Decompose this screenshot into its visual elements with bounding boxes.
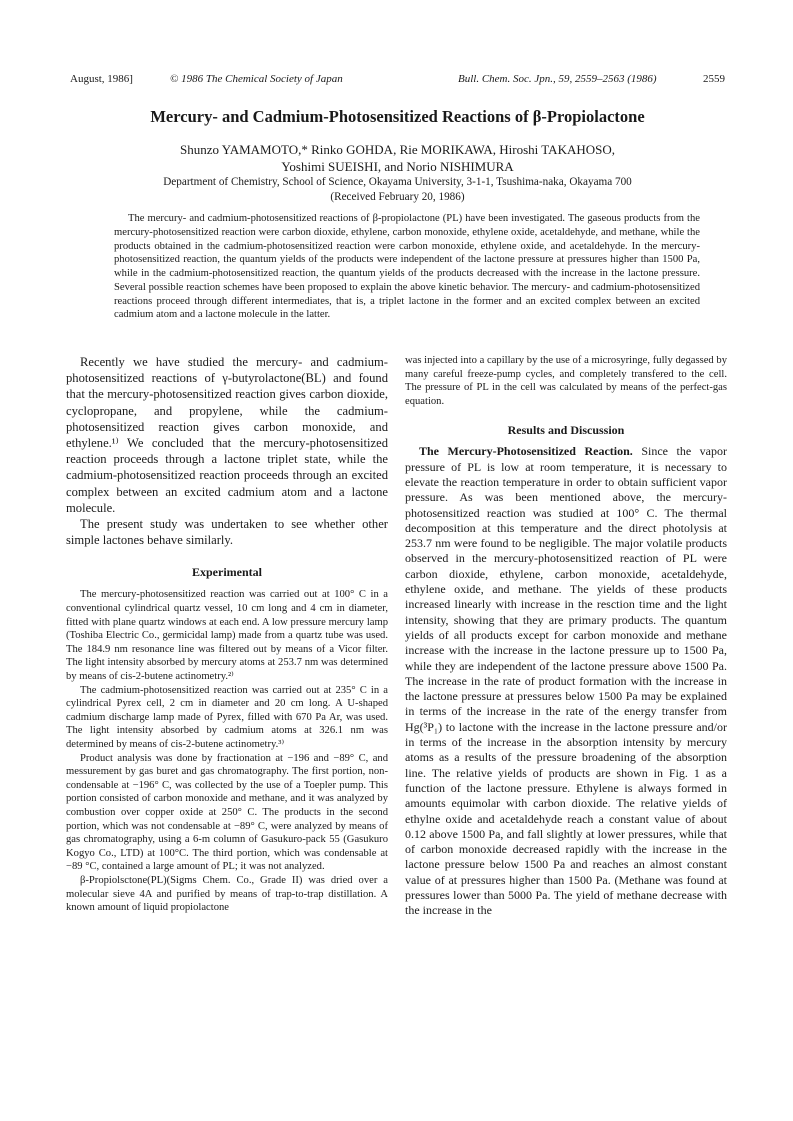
experimental-paragraph: The cadmium-photosensitized reaction was carried out at 235° C in a cylindrical Pyrex cell, 2 cm in diameter and 20 cm long. A U-shaped cadmium discharge lamp made of Pyrex, filled with 670 Pa Ar, was used. The light intensity absorbed by cadmium atoms at 326.1 nm was determined by means of cis-2-butene actinometry.³⁾ bbox=[66, 684, 388, 750]
intro-paragraph: Recently we have studied the mercury- and cadmium-photosensitized reactions of γ-butyrolactone(BL) and found that the mercury-photosensitized reaction gives carbon dioxide, cyclopropane, and propylene, while the cadmium-photosensitized reaction gives carbon monoxide, and ethylene.¹⁾ We concluded that the mercury-photosensitized reaction proceeds through a lactone triplet state, while the cadmium-photosensitized reaction proceeds through an excited complex between an excited cadmium atom and a lactone molecule. bbox=[66, 355, 388, 515]
results-text: Since the vapor pressure of PL is low at room temperature, it is necessary to elevate the reaction temperature in order to obtain sufficient vapor pressure. As was been mentioned above, the mercury-photosensitized reaction was studied at 100° C. The thermal decomposition at this temperature and the direct photolysis at 253.7 nm were found to be negligible. The major volatile products observed in the mercury-photosensitized reaction of PL were carbon dioxide, ethylene, carbon monoxide, acetaldehyde, ethylene oxide, and methane. The yields of these products increased linearly with increase in the resction time and the light intensity, showing that they are primary products. The quantum yields of all products except for carbon monoxide and methane increase with the increase in the lactone pressure up to 1500 Pa, while they are independent of the lactone pressure above 1500 Pa. The increase in the rate of product formation with the increase in the lactone pressure at pressures below 1500 Pa may be explained in terms of the increase in the rate of the energy transfer from Hg(³P₁) to lactone with the increase in the lactone pressure and/or in terms of the increase in the absorption intensity by mercury atoms as a results of the pressure broadening of the absorption line. The relative yields of products are shown in Fig. 1 as a function of the lactone pressure. Ethylene is always formed in amounts equimolar with carbon dioxide. The relative yields of ethylne oxide and acetaldehyde reach a constant value of about 0.12 above 1500 Pa, and fall slightly at lower pressures, while that of carbon monoxide decreased rapidly with the increase in the lactone pressure below 1500 Pa and reaches an almost constant value of at pressures higher than 1500 Pa. (Methane was found at pressures lower than 5000 Pa. The yield of methane decrease with the increase in the bbox=[405, 444, 727, 918]
results-paragraph bbox=[405, 444, 727, 918]
continued-paragraph: was injected into a capillary by the use of a microsyringe, fully degassed by many careful freeze-pump cycles, and completely transfered to the cell. The pressure of PL in the cell was calculated by means of the perfect-gas equation. bbox=[405, 355, 727, 407]
experimental-paragraph: The mercury-photosensitized reaction was carried out at 100° C in a conventional cylindrical quartz vessel, 10 cm long and 4 cm in diameter, fitted with plane quartz windows at each end. A low pressure mercury lamp (Toshiba Electric Co., germicidal lamp) made from a quartz tube was used. The 184.9 nm resonance line was filtered out by means of a Vicor filter. The light intensity absorbed by mercury atoms at 253.7 nm was determined by means of cis-2-butene actinometry.²⁾ bbox=[66, 589, 388, 682]
journal-citation: Bull. Chem. Soc. Jpn., 59, 2559–2563 (1986) bbox=[458, 73, 657, 85]
subsection-title: The Mercury-Photosensitized Reaction. bbox=[419, 444, 633, 459]
article-title: Mercury- and Cadmium-Photosensitized Reactions of β-Propiolactone bbox=[150, 107, 645, 126]
section-heading-results: Results and Discussion bbox=[507, 423, 625, 438]
authors-line-2: Yoshimi SUEISHI, and Norio NISHIMURA bbox=[281, 159, 514, 174]
left-column bbox=[66, 354, 388, 915]
author-list bbox=[100, 141, 695, 175]
experimental-paragraph: β-Propiolsctone(PL)(Sigms Chem. Co., Grade II) was dried over a molecular sieve 4A and purified by means of trap-to-trap distillation. A known amount of liquid propiolactone bbox=[66, 874, 388, 914]
page-number: 2559 bbox=[703, 73, 725, 85]
running-header bbox=[70, 71, 725, 87]
abstract: The mercury- and cadmium-photosensitized reactions of β-propiolactone (PL) have been investigated. The gaseous products from the mercury-photosensitized reaction were carbon dioxide, ethylene, carbon monoxide, ethylene oxide, acetaldehyde, and methane, while the products obtained in the cadmium-photosensitized reaction were carbon monoxide, ethylene oxide, and acetaldehyde. In the mercury-photosensitized reaction, the quantum yields of the products were independent of the lactone pressure at pressures higher than 1500 Pa, while in the cadmium-photosensitized reaction, the quantum yields of the products decreased with the increase in the lactone pressure. Several possible reaction schemes have been proposed to explain the above kinetic behavior. The mercury- and cadmium-photosensitized reactions proceed through different intermediates, that is, a triplet lactone in the former and an excited complex between an excited cadmium atom and a lactone molecule in the latter. bbox=[114, 213, 700, 321]
affiliation: Department of Chemistry, School of Science, Okayama University, 3-1-1, Tsushima-naka, Okayama 700 bbox=[163, 176, 632, 188]
copyright-notice: © 1986 The Chemical Society of Japan bbox=[170, 73, 343, 85]
section-heading-experimental: Experimental bbox=[192, 565, 262, 580]
intro-paragraph: The present study was undertaken to see whether other simple lactones behave similarly. bbox=[66, 517, 388, 548]
right-column bbox=[405, 354, 727, 919]
experimental-paragraph: Product analysis was done by fractionation at −196 and −89° C, and messurement by gas buret and gas chromatography. The first portion, non-condensable at −196° C, was collected by the use of a Toepler pump. This portion consisted of carbon monoxide and methane, and it was analyzed by combustion over copper oxide at 250° C. The products in the second portion, which was not condensable at −89° C, were analyzed by means of gas chromatography, using a 6-m column of Gasukuro-pack 55 (Gasukuro Kogyo Co., LTD) at 100°C. The third portion, which was condensable at −89 °C, contained a large amount of PL; it was not analyzed. bbox=[66, 752, 388, 873]
issue-date: August, 1986] bbox=[70, 73, 133, 85]
received-date: (Received February 20, 1986) bbox=[330, 191, 465, 203]
authors-line-1: Shunzo YAMAMOTO,* Rinko GOHDA, Rie MORIKAWA, Hiroshi TAKAHOSO, bbox=[180, 142, 615, 157]
